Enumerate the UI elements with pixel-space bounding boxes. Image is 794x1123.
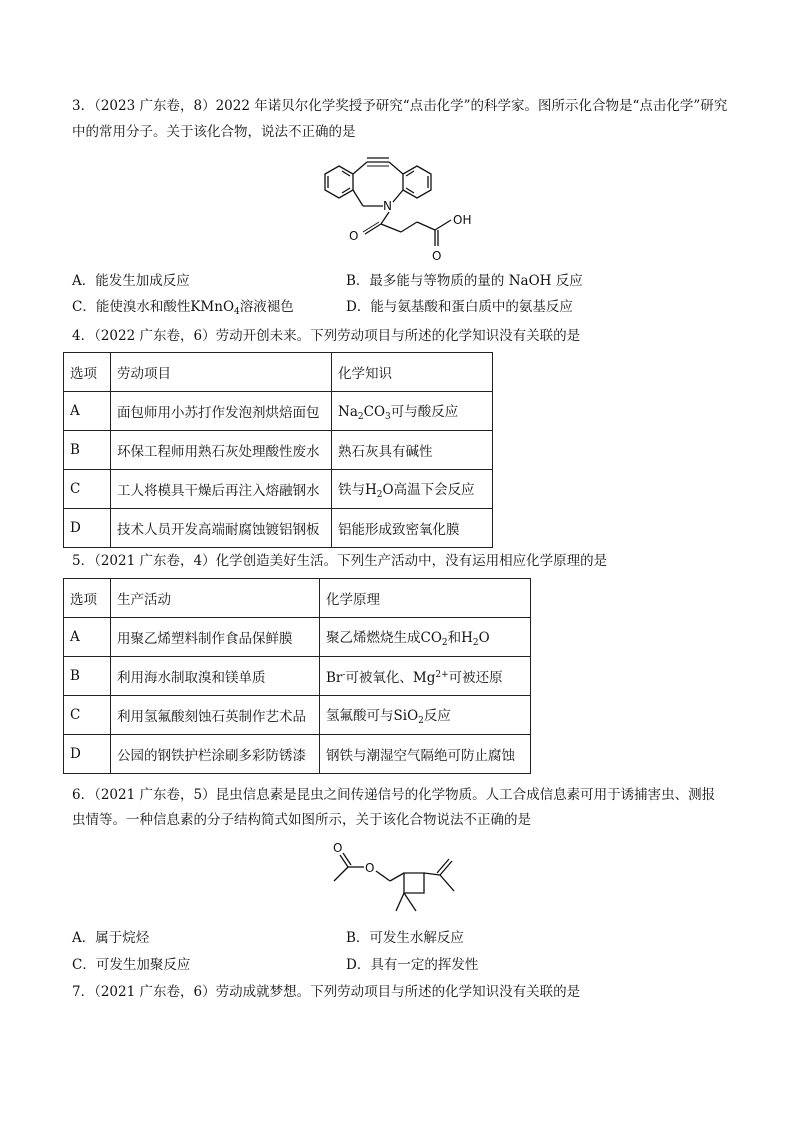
table-cell: A — [64, 392, 111, 431]
table-cell: 聚乙烯燃烧生成$CO_2$和$H_2O$ — [320, 618, 531, 657]
q6-option-d: D．具有一定的挥发性 — [346, 957, 479, 973]
q6-stem-line2: 虫情等。一种信息素的分子结构简式如图所示，关于该化合物说法不正确的是 — [72, 812, 531, 828]
q3-left-benzene-ring — [325, 166, 353, 198]
table-cell: 铝能形成致密氧化膜 — [332, 509, 493, 548]
q3-molecule-diagram — [305, 148, 495, 268]
table-cell: C — [64, 696, 111, 735]
q6-ester-o-label: O — [365, 861, 375, 875]
q6-cyclobutane-ring — [404, 873, 424, 893]
table-cell: 工人将模具干燥后再注入熔融钢水 — [111, 470, 332, 509]
table-cell: B — [64, 657, 111, 696]
q6-option-a: A．属于烷烃 — [72, 930, 150, 946]
table-header-row — [64, 353, 493, 392]
table-header-cell: 化学知识 — [332, 353, 493, 392]
table-cell: $Na_2CO_3$可与酸反应 — [332, 392, 493, 431]
table-cell: 氢氟酸可与SiO$_2$反应 — [320, 696, 531, 735]
q3-acid-o-label: O — [432, 249, 442, 263]
q3-hydroxyl-label: OH — [453, 213, 472, 227]
table-cell: B — [64, 431, 111, 470]
table-row — [64, 431, 493, 470]
q5-table — [63, 578, 531, 774]
q3-option-c: C．能使溴水和酸性KMnO$_4$溶液褪色 — [72, 299, 294, 317]
table-cell: A — [64, 618, 111, 657]
q6-stem-line1: 6．（2021 广东卷，5）昆虫信息素是昆虫之间传递信号的化学物质。人工合成信息素可用于诱捕害虫、测报 — [72, 787, 716, 803]
table-cell: 利用海水制取溴和镁单质 — [111, 657, 320, 696]
table-cell: D — [64, 509, 111, 548]
table-row — [64, 735, 531, 774]
table-row — [64, 470, 493, 509]
q6-option-c: C．可发生加聚反应 — [72, 957, 191, 973]
q3-option-b: B．最多能与等物质的量的 NaOH 反应 — [346, 273, 583, 289]
table-cell: 熟石灰具有碱性 — [332, 431, 493, 470]
table-cell: 利用氢氟酸刻蚀石英制作艺术品 — [111, 696, 320, 735]
q6-option-b: B．可发生水解反应 — [346, 930, 464, 946]
table-cell: 用聚乙烯塑料制作食品保鲜膜 — [111, 618, 320, 657]
q4-table — [63, 352, 493, 548]
table-cell: 钢铁与潮湿空气隔绝可防止腐蚀 — [320, 735, 531, 774]
q5-stem: 5．（2021 广东卷，4）化学创造美好生活。下列生产活动中，没有运用相应化学原理的是 — [72, 553, 608, 569]
table-row — [64, 696, 531, 735]
table-cell: 环保工程师用熟石灰处理酸性废水 — [111, 431, 332, 470]
table-cell: 面包师用小苏打作发泡剂烘焙面包 — [111, 392, 332, 431]
q3-option-a: A．能发生加成反应 — [72, 273, 190, 289]
table-cell: 公园的钢铁护栏涂刷多彩防锈漆 — [111, 735, 320, 774]
q3-nitrogen-label: N — [383, 199, 392, 213]
table-cell: 铁与$H_2O$高温下会反应 — [332, 470, 493, 509]
table-cell: D — [64, 735, 111, 774]
table-cell: C — [64, 470, 111, 509]
q3-right-benzene-ring — [403, 166, 431, 198]
q7-stem: 7．（2021 广东卷，6）劳动成就梦想。下列劳动项目与所述的化学知识没有关联的是 — [72, 984, 581, 1000]
q3-stem-line2: 中的常用分子。关于该化合物，说法不正确的是 — [72, 124, 356, 140]
table-header-cell: 选项 — [64, 353, 111, 392]
table-row — [64, 657, 531, 696]
table-row — [64, 392, 493, 431]
table-header-cell: 生产活动 — [111, 579, 320, 618]
q3-option-d: D．能与氨基酸和蛋白质中的氨基反应 — [346, 299, 573, 315]
table-row — [64, 509, 493, 548]
table-cell: 技术人员开发高端耐腐蚀镀铝钢板 — [111, 509, 332, 548]
table-header-row — [64, 579, 531, 618]
q6-carbonyl-o-label: O — [333, 841, 343, 855]
table-cell: Br-可被氧化、$Mg^{2+}$可被还原 — [320, 657, 531, 696]
q3-stem-line1: 3．（2023 广东卷，8）2022 年诺贝尔化学奖授予研究“点击化学”的科学家。图所示化合物是“点击化学”研究 — [72, 98, 728, 114]
q6-molecule-diagram — [320, 835, 480, 920]
table-header-cell: 化学原理 — [320, 579, 531, 618]
table-header-cell: 劳动项目 — [111, 353, 332, 392]
table-header-cell: 选项 — [64, 579, 111, 618]
table-row — [64, 618, 531, 657]
q4-stem: 4．（2022 广东卷，6）劳动开创未来。下列劳动项目与所述的化学知识没有关联的是 — [72, 328, 581, 344]
q3-carbonyl-o-label: O — [349, 229, 359, 243]
